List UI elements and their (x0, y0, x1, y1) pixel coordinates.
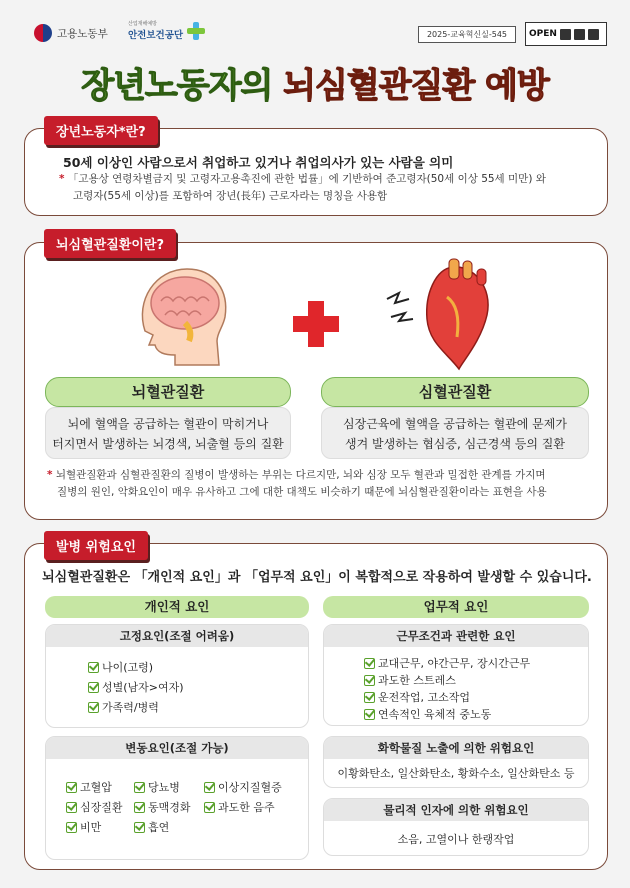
license-icon (588, 29, 599, 40)
check-label: 고혈압 (80, 781, 112, 794)
check-label: 성별(남자>여자) (102, 681, 184, 694)
page-title (0, 58, 630, 107)
personal-factors-header: 개인적 요인 (45, 596, 309, 618)
check-icon (66, 782, 77, 793)
chemical-risk-title: 화학물질 노출에 의한 위험요인 (324, 737, 588, 759)
check-icon (364, 709, 375, 720)
brain-disease-title: 뇌혈관질환 (45, 377, 291, 407)
check-item (66, 779, 112, 795)
license-icon (574, 29, 585, 40)
document-number: 2025-교육혁신실-545 (418, 26, 516, 43)
title-part2: 뇌심혈관질환 예방 (283, 66, 549, 106)
check-item (88, 659, 153, 675)
heart-desc-line1: 심장근육에 혈액을 공급하는 혈관에 문제가 (343, 417, 567, 431)
work-conditions-box (323, 624, 589, 726)
heart-disease-title: 심혈관질환 (321, 377, 589, 407)
open-label: OPEN (529, 29, 557, 39)
heart-desc-line2: 생겨 발생하는 협심증, 심근경색 등의 질환 (345, 437, 565, 451)
check-icon (364, 692, 375, 703)
check-item (364, 706, 491, 722)
check-item (88, 679, 184, 695)
definition-note-line1 (59, 171, 546, 188)
brain-disease-desc (45, 407, 291, 459)
check-icon (66, 822, 77, 833)
check-icon (88, 662, 99, 673)
definition-bold: 50세 이상 (63, 155, 121, 170)
ministry-logo (34, 24, 108, 42)
work-conditions-title: 근무조건과 관련한 요인 (324, 625, 588, 647)
chemical-risk-box (323, 736, 589, 788)
check-label: 교대근무, 야간근무, 장시간근무 (378, 657, 531, 670)
check-item (88, 699, 159, 715)
agency-small-label: 산업재해예방 (128, 21, 157, 27)
check-item (66, 819, 101, 835)
check-icon (364, 658, 375, 669)
check-item (134, 779, 180, 795)
agency-cross-icon (187, 22, 205, 40)
check-label: 이상지질혈증 (218, 781, 282, 794)
check-icon (204, 802, 215, 813)
note-text: 질병의 원인, 악화요인이 매우 유사하고 그에 대한 대책도 비슷하기 때문에 뇌심혈관질환이라는 표현을 사용 (57, 486, 547, 498)
section2-tag: 뇌심혈관질환이란? (44, 229, 176, 258)
check-label: 비만 (80, 821, 102, 834)
check-icon (134, 782, 145, 793)
section-risk-factors (24, 543, 608, 870)
note-star: * (47, 469, 53, 481)
section-cardio-cerebro-definition (24, 242, 608, 520)
check-icon (134, 802, 145, 813)
brain-head-icon (125, 261, 235, 371)
physical-risk-box (323, 798, 589, 856)
agency-name: 안전보건공단 (128, 30, 184, 41)
risk-lead-text: 뇌심혈관질환은 「개인적 요인」과 「업무적 요인」이 복합적으로 작용하여 발생할 수 있습니다. (42, 570, 592, 585)
agency-logo (128, 20, 205, 41)
check-label: 흡연 (148, 821, 170, 834)
check-label: 연속적인 육체적 중노동 (378, 708, 492, 721)
check-label: 나이(고령) (102, 661, 154, 674)
check-item (134, 819, 169, 835)
check-label: 운전작업, 고소작업 (378, 691, 471, 704)
cardio-note (47, 467, 597, 501)
brain-desc-line2: 터지면서 발생하는 뇌경색, 뇌출혈 등의 질환 (52, 437, 284, 451)
section3-tag: 발병 위험요인 (44, 531, 148, 560)
check-item (204, 779, 282, 795)
open-license-badge (525, 22, 607, 46)
check-label: 가족력/병력 (102, 701, 159, 714)
plus-icon (291, 299, 341, 349)
check-item (364, 655, 530, 671)
fixed-factors-box (45, 624, 309, 728)
title-part1: 장년노동자의 (81, 66, 273, 106)
check-icon (364, 675, 375, 686)
check-item (134, 799, 191, 815)
fixed-factors-title: 고정요인(조절 어려움) (46, 625, 308, 647)
license-icon (560, 29, 571, 40)
check-icon (88, 682, 99, 693)
check-icon (88, 702, 99, 713)
check-item (204, 799, 275, 815)
check-label: 동맥경화 (148, 801, 191, 814)
heart-icon (383, 257, 503, 373)
physical-risk-text: 소음, 고열이나 한랭작업 (397, 833, 515, 846)
check-icon (204, 782, 215, 793)
check-item (364, 689, 470, 705)
check-icon (66, 802, 77, 813)
definition-note-line2: 고령자(55세 이상)를 포함하여 장년(長年) 근로자라는 명칭을 사용함 (73, 190, 388, 202)
work-factors-header: 업무적 요인 (323, 596, 589, 618)
note-text: 뇌혈관질환과 심혈관질환의 질병이 발생하는 부위는 다르지만, 뇌와 심장 모두 혈관과 밀접한 관계를 가지며 (55, 469, 546, 481)
chemical-risk-text: 이황화탄소, 일산화탄소, 황화수소, 일산화탄소 등 (337, 767, 575, 780)
variable-factors-title: 변동요인(조절 가능) (46, 737, 308, 759)
note-text: 「고용상 연령차별금지 및 고령자고용촉진에 관한 법률」에 기반하여 준고령자(50세 이상 55세 미만) 와 (67, 173, 546, 185)
heart-disease-desc (321, 407, 589, 459)
physical-risk-title: 물리적 인자에 의한 위험요인 (324, 799, 588, 821)
check-item (364, 672, 456, 688)
check-label: 당뇨병 (148, 781, 180, 794)
definition-text (63, 153, 453, 171)
section1-tag: 장년노동자*란? (44, 116, 158, 145)
check-label: 과도한 음주 (218, 801, 275, 814)
note-star: * (59, 173, 65, 185)
check-icon (134, 822, 145, 833)
definition-rest: 인 사람으로서 취업하고 있거나 취업의사가 있는 사람을 의미 (120, 155, 454, 170)
check-label: 과도한 스트레스 (378, 674, 456, 687)
taegeuk-icon (34, 24, 52, 42)
variable-factors-box (45, 736, 309, 860)
brain-desc-line1: 뇌에 혈액을 공급하는 혈관이 막히거나 (67, 417, 269, 431)
ministry-name: 고용노동부 (57, 27, 108, 40)
check-label: 심장질환 (80, 801, 123, 814)
check-item (66, 799, 123, 815)
